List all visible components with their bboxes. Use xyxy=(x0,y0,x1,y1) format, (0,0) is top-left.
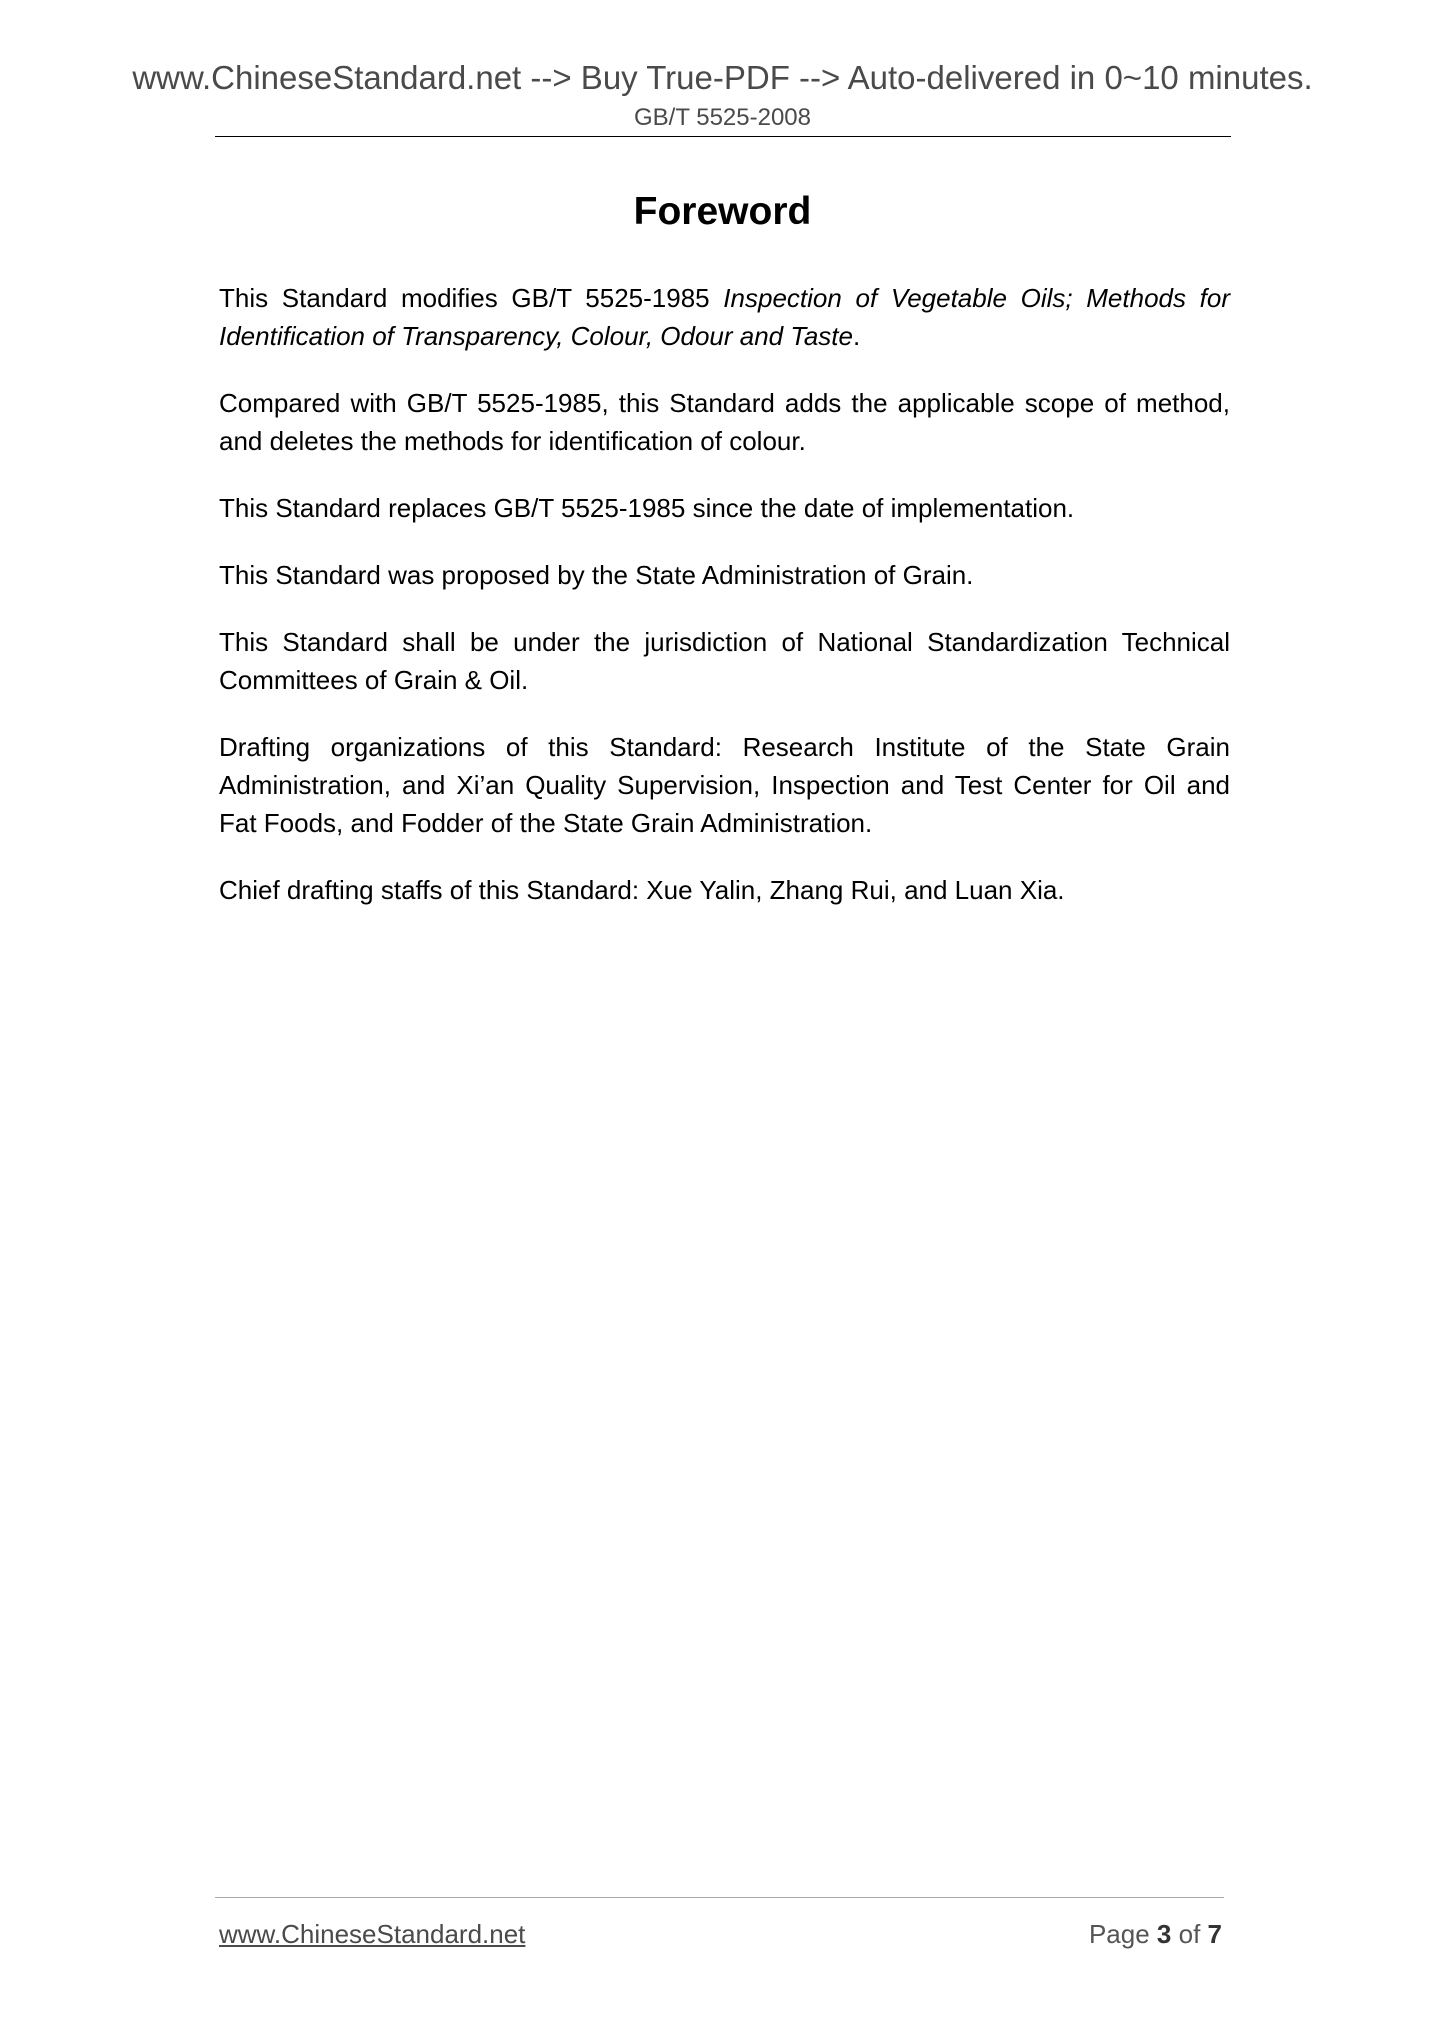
page-title: Foreword xyxy=(633,190,812,233)
paragraph-modifies-suffix: . xyxy=(853,321,861,351)
page-word: Page xyxy=(1088,1919,1150,1949)
page-of-word: of xyxy=(1178,1919,1201,1949)
foreword-body xyxy=(219,279,1230,938)
paragraph-modifies-prefix: This Standard modifies GB/T 5525-1985 xyxy=(219,283,724,313)
paragraph-drafting-staff: Chief drafting staffs of this Standard: Xue Yalin, Zhang Rui, and Luan Xia. xyxy=(219,875,1065,905)
header-divider xyxy=(215,136,1231,137)
page-current: 3 xyxy=(1156,1919,1172,1949)
paragraph-replaces: This Standard replaces GB/T 5525-1985 since the date of implementation. xyxy=(219,493,1075,523)
paragraph-changes: Compared with GB/T 5525-1985, this Standard adds the applicable scope of method, and deletes the methods for identification of colour. xyxy=(219,388,1230,456)
page-indicator xyxy=(1089,1917,1222,1951)
referenced-standard-title: Inspection of Vegetable Oils; Methods for Identification of Transparency, Colour, Odour and Taste xyxy=(219,283,1230,351)
document-code: GB/T 5525-2008 xyxy=(633,104,811,131)
paragraph-proposed-by: This Standard was proposed by the State Administration of Grain. xyxy=(219,560,974,590)
paragraph-drafting-organizations: Drafting organizations of this Standard: Research Institute of the State Grain Administration, and Xi’an Quality Supervision, Inspection and Test Center for Oil and Fat Foods, and Fodder of the State Grain Administration. xyxy=(219,732,1230,838)
paragraph-jurisdiction: This Standard shall be under the jurisdiction of National Standardization Technical Committees of Grain & Oil. xyxy=(219,627,1230,695)
paragraph-modifies xyxy=(219,279,1230,355)
header-banner: www.ChineseStandard.net --> Buy True-PDF --> Auto-delivered in 0~10 minutes. xyxy=(132,59,1313,96)
footer-website-link[interactable]: www.ChineseStandard.net xyxy=(219,1919,526,1949)
page-total: 7 xyxy=(1207,1919,1222,1949)
footer-divider xyxy=(215,1897,1224,1898)
